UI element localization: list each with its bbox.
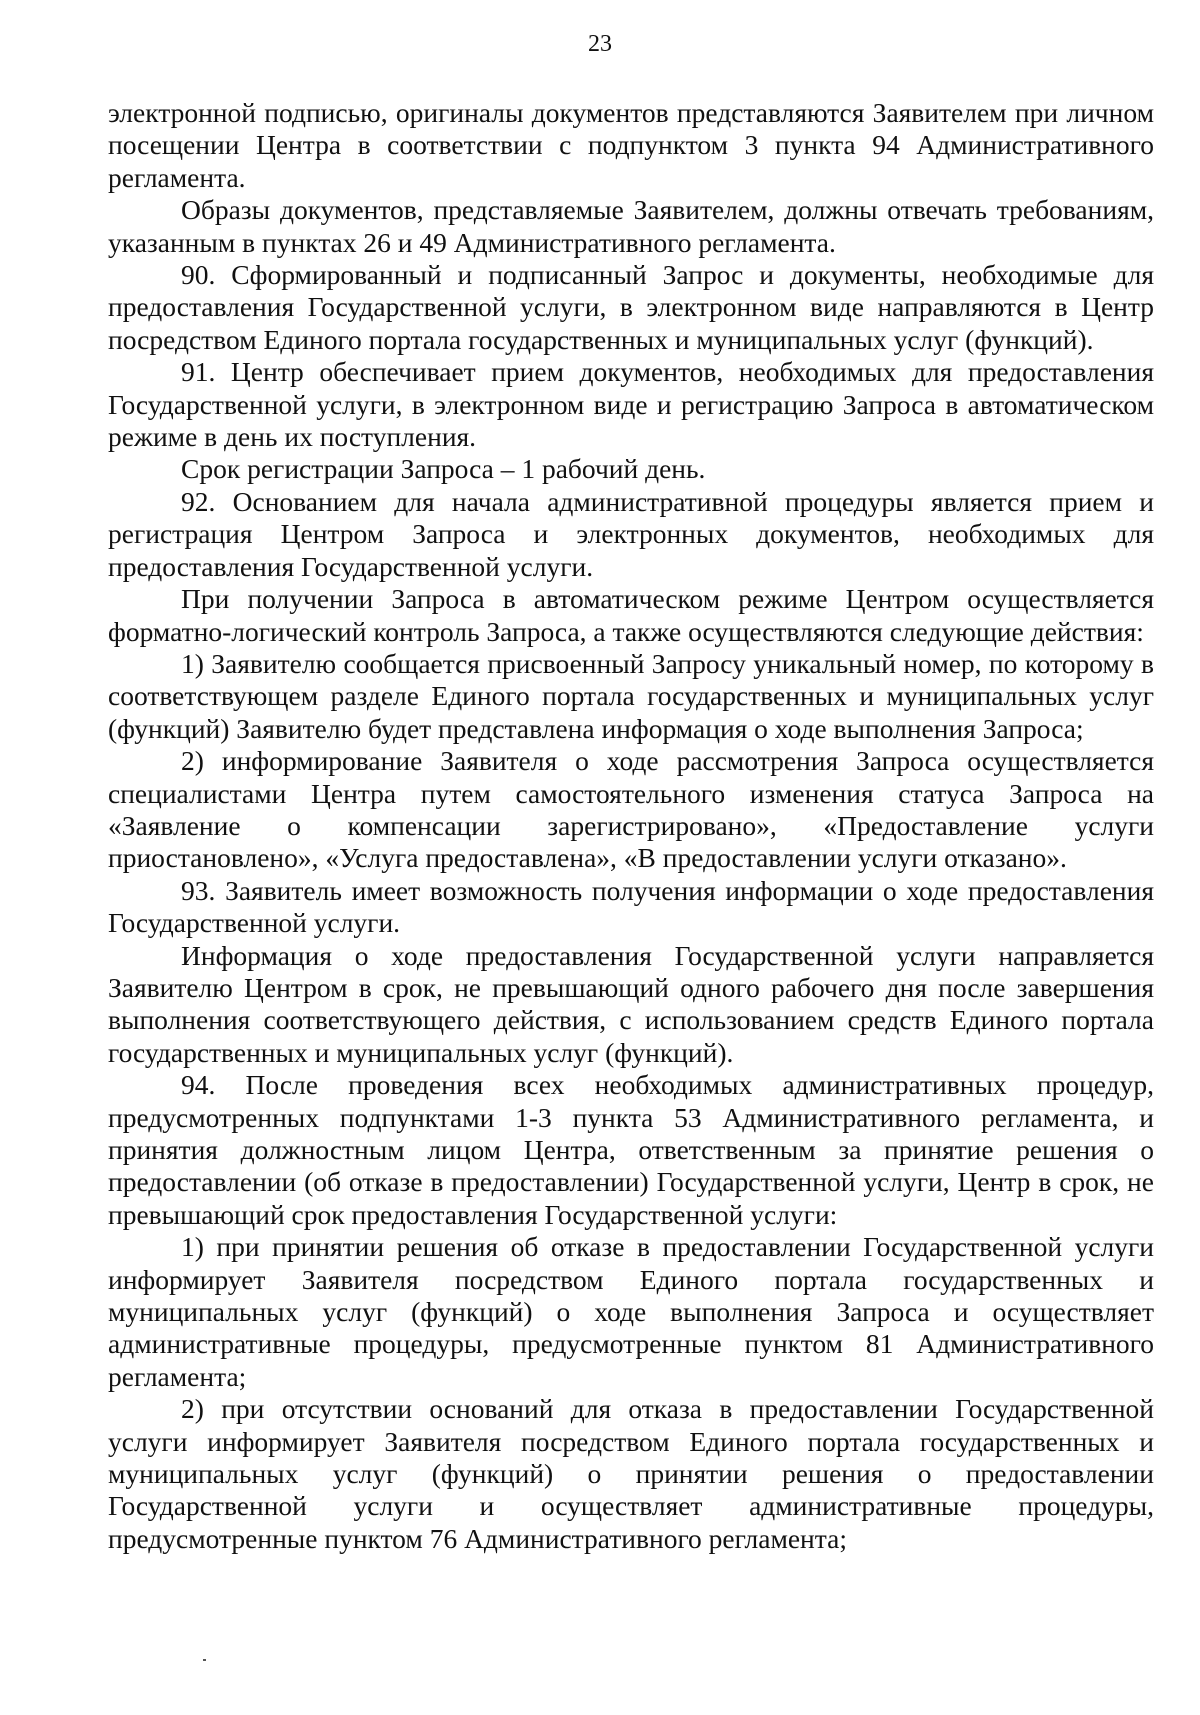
paragraph-subitem-2-status-updates: 2) информирование Заявителя о ходе рассмотрения Запроса осуществляется специалистами Центра путем самостоятельного изменения статуса Запроса на «Заявление о компенсации зарегистрировано», «Предоставление услуги приостановлено», «Услуга предоставлена», «В предоставлении услуги отказано». <box>108 745 1154 874</box>
paragraph-document-images: Образы документов, представляемые Заявителем, должны отвечать требованиям, указанным в пунктах 26 и 49 Административного регламента. <box>108 194 1154 258</box>
paragraph-item-93: 93. Заявитель имеет возможность получения информации о ходе предоставления Государственной услуги. <box>108 874 1154 939</box>
paragraph-registration-term: Срок регистрации Запроса – 1 рабочий день. <box>181 453 706 485</box>
paragraph-item-94: 94. После проведения всех необходимых административных процедур, предусмотренных подпунктами 1-3 пункта 53 Административного регламента, и принятия должностным лицом Центра, ответственным за принятие решения о предоставлении (об отказе в предоставлении) Государственной услуги, Центр в срок, не превышающий срок предоставления Государственной услуги: <box>108 1069 1154 1230</box>
paragraph-item-92: 92. Основанием для начала административной процедуры является прием и регистрация Центром Запроса и электронных документов, необходимых для предоставления Государственной услуги. <box>108 485 1154 582</box>
document-body <box>108 97 1154 1555</box>
paragraph-item-90: 90. Сформированный и подписанный Запрос и документы, необходимые для предоставления Государственной услуги, в электронном виде направляются в Центр посредством Единого портала государственных и муниципальных услуг (функций). <box>108 259 1154 355</box>
paragraph-item-91: 91. Центр обеспечивает прием документов, необходимых для предоставления Государственной услуги, в электронном виде и регистрацию Запроса в автоматическом режиме в день их поступления. <box>108 356 1154 453</box>
paragraph-subitem-1-refusal: 1) при принятии решения об отказе в предоставлении Государственной услуги информирует Заявителя посредством Единого портала государственных и муниципальных услуг (функций) о ходе выполнения Запроса и осуществляет административные процедуры, предусмотренные пунктом 81 Административного регламента; <box>108 1231 1154 1392</box>
page-number: 23 <box>588 31 612 57</box>
scan-mark <box>203 1659 206 1661</box>
paragraph-continuation: электронной подписью, оригиналы документов представляются Заявителем при личном посещении Центра в соответствии с подпунктом 3 пункта 94 Административного регламента. <box>108 97 1154 193</box>
paragraph-automatic-processing: При получении Запроса в автоматическом режиме Центром осуществляется форматно-логический контроль Запроса, а также осуществляются следующие действия: <box>108 583 1154 647</box>
paragraph-progress-information: Информация о ходе предоставления Государственной услуги направляется Заявителю Центром в срок, не превышающий одного рабочего дня после завершения выполнения соответствующего действия, с использованием средств Единого портала государственных и муниципальных услуг (функций). <box>108 939 1154 1068</box>
paragraph-subitem-2-approval: 2) при отсутствии оснований для отказа в предоставлении Государственной услуги информирует Заявителя посредством Единого портала государственных и муниципальных услуг (функций) о принятии решения о предоставлении Государственной услуги и осуществляет административные процедуры, предусмотренные пунктом 76 Административного регламента; <box>108 1393 1154 1554</box>
paragraph-subitem-1-unique-number: 1) Заявителю сообщается присвоенный Запросу уникальный номер, по которому в соответствующем разделе Единого портала государственных и муниципальных услуг (функций) Заявителю будет представлена информация о ходе выполнения Запроса; <box>108 647 1154 744</box>
